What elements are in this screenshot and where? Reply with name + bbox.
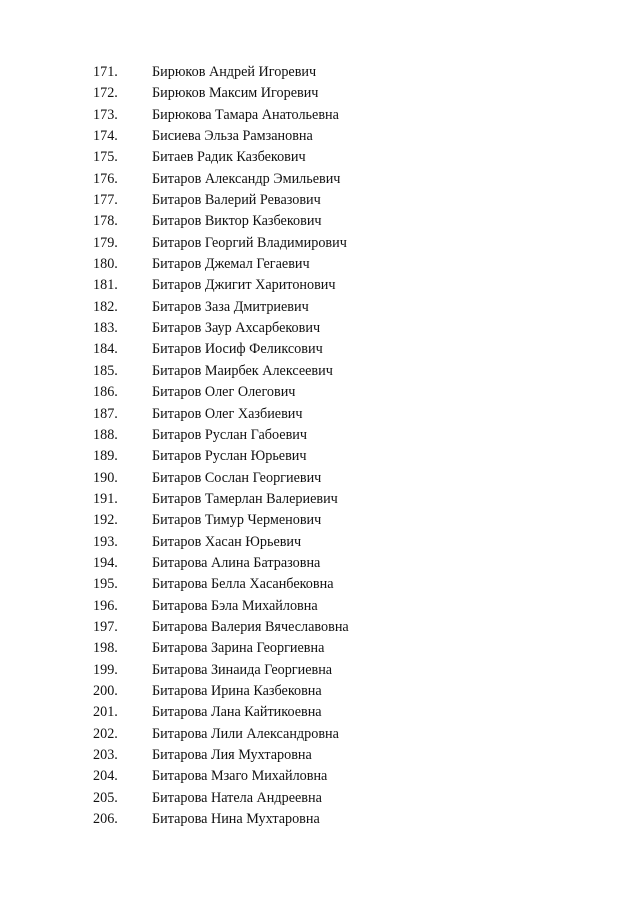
list-item bbox=[0, 62, 640, 83]
list-item-number: 185. bbox=[93, 362, 118, 379]
list-item-number: 189. bbox=[93, 448, 118, 465]
list-item-name: Битаров Георгий Владимирович bbox=[152, 234, 347, 251]
list-item-number: 197. bbox=[93, 618, 118, 635]
list-item bbox=[0, 147, 640, 168]
list-item bbox=[0, 617, 640, 638]
list-item-number: 188. bbox=[93, 426, 118, 443]
list-item-number: 195. bbox=[93, 576, 118, 593]
list-item-name: Битаров Валерий Ревазович bbox=[152, 192, 321, 209]
list-item-name: Битарова Зарина Георгиевна bbox=[152, 640, 325, 657]
list-item bbox=[0, 766, 640, 787]
list-item bbox=[0, 468, 640, 489]
list-item-number: 184. bbox=[93, 341, 118, 358]
list-item bbox=[0, 788, 640, 809]
list-item-name: Битарова Нина Мухтаровна bbox=[152, 811, 320, 828]
list-item-number: 202. bbox=[93, 725, 118, 742]
list-item-name: Бисиева Эльза Рамзановна bbox=[152, 128, 313, 145]
list-item bbox=[0, 339, 640, 360]
list-item bbox=[0, 425, 640, 446]
list-item bbox=[0, 275, 640, 296]
list-item-number: 180. bbox=[93, 256, 118, 273]
list-item-name: Битарова Белла Хасанбековна bbox=[152, 576, 334, 593]
list-item-number: 204. bbox=[93, 768, 118, 785]
list-item-name: Битарова Лили Александровна bbox=[152, 725, 339, 742]
list-item-name: Битаров Олег Хазбиевич bbox=[152, 405, 303, 422]
list-item-number: 179. bbox=[93, 234, 118, 251]
list-item-name: Битаров Виктор Казбекович bbox=[152, 213, 322, 230]
list-item-number: 198. bbox=[93, 640, 118, 657]
list-item bbox=[0, 169, 640, 190]
list-item bbox=[0, 404, 640, 425]
list-item-name: Битаров Иосиф Феликсович bbox=[152, 341, 323, 358]
list-item bbox=[0, 83, 640, 104]
list-item-name: Бирюков Андрей Игоревич bbox=[152, 64, 317, 80]
list-item-number: 192. bbox=[93, 512, 118, 529]
list-item-number: 205. bbox=[93, 789, 118, 806]
list-item-name: Битаров Руслан Юрьевич bbox=[152, 448, 307, 465]
list-item-name: Битарова Мзаго Михайловна bbox=[152, 768, 328, 785]
list-item bbox=[0, 126, 640, 147]
list-item bbox=[0, 318, 640, 339]
list-item bbox=[0, 297, 640, 318]
list-item-name: Битарова Валерия Вячеславовна bbox=[152, 618, 349, 635]
list-item bbox=[0, 553, 640, 574]
list-item-number: 177. bbox=[93, 192, 118, 209]
list-item bbox=[0, 596, 640, 617]
list-item-name: Бирюков Максим Игоревич bbox=[152, 85, 319, 102]
list-item bbox=[0, 510, 640, 531]
list-item bbox=[0, 105, 640, 126]
list-item-number: 182. bbox=[93, 298, 118, 315]
list-item-name: Битаров Джемал Гегаевич bbox=[152, 256, 310, 273]
list-item-name: Битарова Алина Батразовна bbox=[152, 554, 321, 571]
list-item bbox=[0, 681, 640, 702]
list-item-number: 171. bbox=[93, 64, 118, 80]
list-item bbox=[0, 211, 640, 232]
list-item-name: Битаров Александр Эмильевич bbox=[152, 170, 341, 187]
list-item-number: 199. bbox=[93, 661, 118, 678]
list-item-number: 201. bbox=[93, 704, 118, 721]
list-item-name: Битаров Заур Ахсарбекович bbox=[152, 320, 321, 337]
list-item-name: Битаров Тимур Черменович bbox=[152, 512, 322, 529]
name-list bbox=[0, 62, 640, 830]
list-item-number: 186. bbox=[93, 384, 118, 401]
list-item-name: Битаров Заза Дмитриевич bbox=[152, 298, 309, 315]
list-item bbox=[0, 254, 640, 275]
list-item bbox=[0, 702, 640, 723]
list-item-name: Бирюкова Тамара Анатольевна bbox=[152, 106, 339, 123]
list-item bbox=[0, 446, 640, 467]
list-item-number: 194. bbox=[93, 554, 118, 571]
list-item-number: 203. bbox=[93, 747, 118, 763]
list-item bbox=[0, 638, 640, 659]
list-item-number: 190. bbox=[93, 469, 118, 486]
list-item-number: 178. bbox=[93, 213, 118, 230]
list-item bbox=[0, 361, 640, 382]
list-item-name: Битаров Маирбек Алексеевич bbox=[152, 362, 333, 379]
list-item-name: Битарова Лана Кайтикоевна bbox=[152, 704, 322, 721]
list-item bbox=[0, 190, 640, 211]
list-item-number: 175. bbox=[93, 149, 118, 166]
list-item-name: Битаров Сослан Георгиевич bbox=[152, 469, 322, 486]
list-item bbox=[0, 745, 640, 766]
list-item-name: Битаров Тамерлан Валериевич bbox=[152, 490, 338, 507]
list-item-number: 193. bbox=[93, 533, 118, 550]
list-item-number: 200. bbox=[93, 682, 118, 699]
list-item bbox=[0, 382, 640, 403]
list-item-number: 206. bbox=[93, 811, 118, 828]
list-item bbox=[0, 724, 640, 745]
list-item bbox=[0, 574, 640, 595]
list-item-number: 172. bbox=[93, 85, 118, 102]
list-item-name: Битарова Ирина Казбековна bbox=[152, 682, 322, 699]
list-item-number: 176. bbox=[93, 170, 118, 187]
list-item-number: 196. bbox=[93, 597, 118, 614]
list-item-name: Битаров Олег Олегович bbox=[152, 384, 296, 401]
list-item bbox=[0, 532, 640, 553]
list-item-number: 173. bbox=[93, 106, 118, 123]
list-item-number: 174. bbox=[93, 128, 118, 145]
list-item-number: 187. bbox=[93, 405, 118, 422]
list-item-name: Битаров Хасан Юрьевич bbox=[152, 533, 302, 550]
list-item bbox=[0, 233, 640, 254]
list-item-number: 181. bbox=[93, 277, 118, 294]
list-item-name: Битарова Бэла Михайловна bbox=[152, 597, 318, 614]
list-item-number: 191. bbox=[93, 490, 118, 507]
list-item bbox=[0, 660, 640, 681]
list-item bbox=[0, 489, 640, 510]
list-item-name: Битаров Джигит Харитонович bbox=[152, 277, 336, 294]
list-item-name: Битарова Зинаида Георгиевна bbox=[152, 661, 333, 678]
list-item bbox=[0, 809, 640, 830]
list-item-name: Битаров Руслан Габоевич bbox=[152, 426, 307, 443]
list-item-name: Битаев Радик Казбекович bbox=[152, 149, 306, 166]
list-item-name: Битарова Натела Андреевна bbox=[152, 789, 322, 806]
list-item-name: Битарова Лия Мухтаровна bbox=[152, 747, 312, 763]
list-item-number: 183. bbox=[93, 320, 118, 337]
